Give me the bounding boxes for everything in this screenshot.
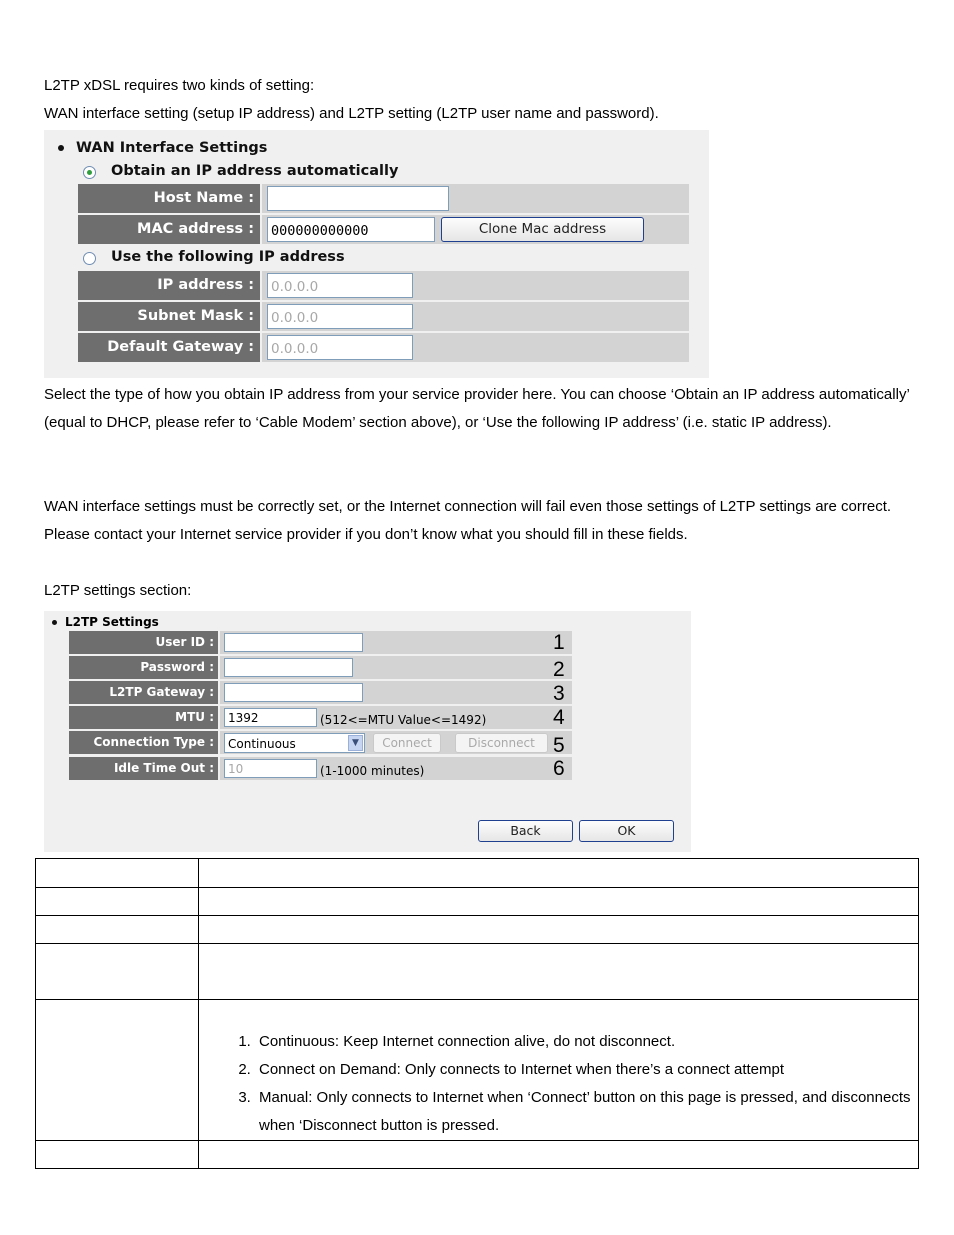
description-paragraph-1: Select the type of how you obtain IP address from your service provider here. You can choose ‘Obtain an IP address automatically’ (equal to DHCP, please refer to ‘Cable Modem’ section above), or ‘Use the following IP address’ (i.e. static IP address). [44, 386, 910, 431]
field-description-table [35, 858, 919, 1169]
clone-mac-button[interactable]: Clone Mac address [441, 217, 644, 242]
subnet-mask-label: Subnet Mask : [78, 302, 260, 331]
mac-address-input[interactable] [267, 217, 435, 242]
wan-section-title-text: WAN Interface Settings [76, 140, 268, 156]
password-input[interactable] [224, 658, 353, 677]
mtu-label: MTU : [69, 706, 218, 729]
intro-line-2: WAN interface setting (setup IP address) and L2TP setting (L2TP user name and password). [44, 105, 659, 122]
callout-number-1: 1 [553, 631, 565, 654]
list-item: 2. Connect on Demand: Only connects to Internet when there’s a connect attempt [255, 1056, 918, 1084]
ok-button[interactable]: OK [579, 820, 674, 842]
table-cell [36, 944, 199, 1000]
table-row [36, 916, 919, 944]
callout-number-2: 2 [553, 658, 565, 681]
callout-number-6: 6 [553, 757, 565, 780]
table-row [36, 859, 919, 888]
connection-type-select[interactable] [224, 733, 365, 753]
callout-number-3: 3 [553, 682, 565, 705]
table-cell [36, 916, 199, 944]
wan-settings-panel [44, 130, 709, 378]
back-button[interactable]: Back [478, 820, 573, 842]
table-cell [199, 888, 919, 916]
callout-number-5: 5 [553, 734, 565, 757]
idle-timeout-note: (1-1000 minutes) [320, 764, 425, 778]
l2tp-gateway-input[interactable] [224, 683, 363, 702]
bullet-icon [58, 145, 64, 151]
option-obtain-auto-label: Obtain an IP address automatically [111, 163, 399, 179]
ip-address-input[interactable] [267, 273, 413, 298]
wan-section-title [58, 140, 267, 156]
mtu-range-note: (512<=MTU Value<=1492) [320, 713, 487, 727]
connection-type-list [199, 1028, 918, 1140]
table-cell [199, 1000, 919, 1141]
bullet-icon [52, 620, 57, 625]
option-static-label: Use the following IP address [111, 249, 345, 265]
table-row [36, 1000, 919, 1141]
default-gateway-label: Default Gateway : [78, 333, 260, 362]
idle-timeout-input[interactable] [224, 759, 317, 778]
connect-button[interactable]: Connect [373, 733, 441, 753]
list-item: 3. Manual: Only connects to Internet when ‘Connect’ button on this page is pressed, and disconnects when ‘Disconnect button is pressed. [255, 1084, 918, 1140]
l2tp-settings-panel [44, 611, 691, 852]
default-gateway-input[interactable] [267, 335, 413, 360]
table-cell [36, 859, 199, 888]
table-cell [36, 1141, 199, 1169]
host-name-label: Host Name : [78, 184, 260, 213]
table-cell [199, 944, 919, 1000]
l2tp-gateway-label: L2TP Gateway : [69, 681, 218, 704]
table-cell [199, 1141, 919, 1169]
table-cell [36, 1000, 199, 1141]
intro-line-1: L2TP xDSL requires two kinds of setting: [44, 77, 315, 94]
list-item: 1. Continuous: Keep Internet connection alive, do not disconnect. [255, 1028, 918, 1056]
table-cell [36, 888, 199, 916]
mac-address-label: MAC address : [78, 215, 260, 244]
chevron-down-icon[interactable]: ▼ [348, 735, 363, 751]
table-row [36, 888, 919, 916]
connection-type-label: Connection Type : [69, 731, 218, 754]
radio-obtain-auto[interactable] [83, 166, 96, 179]
l2tp-section-intro: L2TP settings section: [44, 582, 192, 599]
l2tp-section-title [52, 615, 159, 629]
description-paragraph-2: WAN interface settings must be correctly set, or the Internet connection will fail even those settings of L2TP settings are correct. Please contact your Internet service provider if you don’t know what you should fill in these fields. [44, 498, 892, 543]
host-name-input[interactable] [267, 186, 449, 211]
table-cell [199, 859, 919, 888]
l2tp-section-title-text: L2TP Settings [65, 615, 159, 629]
connection-type-value: Continuous [228, 737, 296, 751]
user-id-label: User ID : [69, 631, 218, 654]
table-row [36, 1141, 919, 1169]
table-cell [199, 916, 919, 944]
idle-timeout-label: Idle Time Out : [69, 757, 218, 780]
table-row [36, 944, 919, 1000]
user-id-input[interactable] [224, 633, 363, 652]
radio-use-static[interactable] [83, 252, 96, 265]
mtu-input[interactable] [224, 708, 317, 727]
password-label: Password : [69, 656, 218, 679]
subnet-mask-input[interactable] [267, 304, 413, 329]
callout-number-4: 4 [553, 706, 565, 729]
ip-address-label: IP address : [78, 271, 260, 300]
disconnect-button[interactable]: Disconnect [455, 733, 548, 753]
